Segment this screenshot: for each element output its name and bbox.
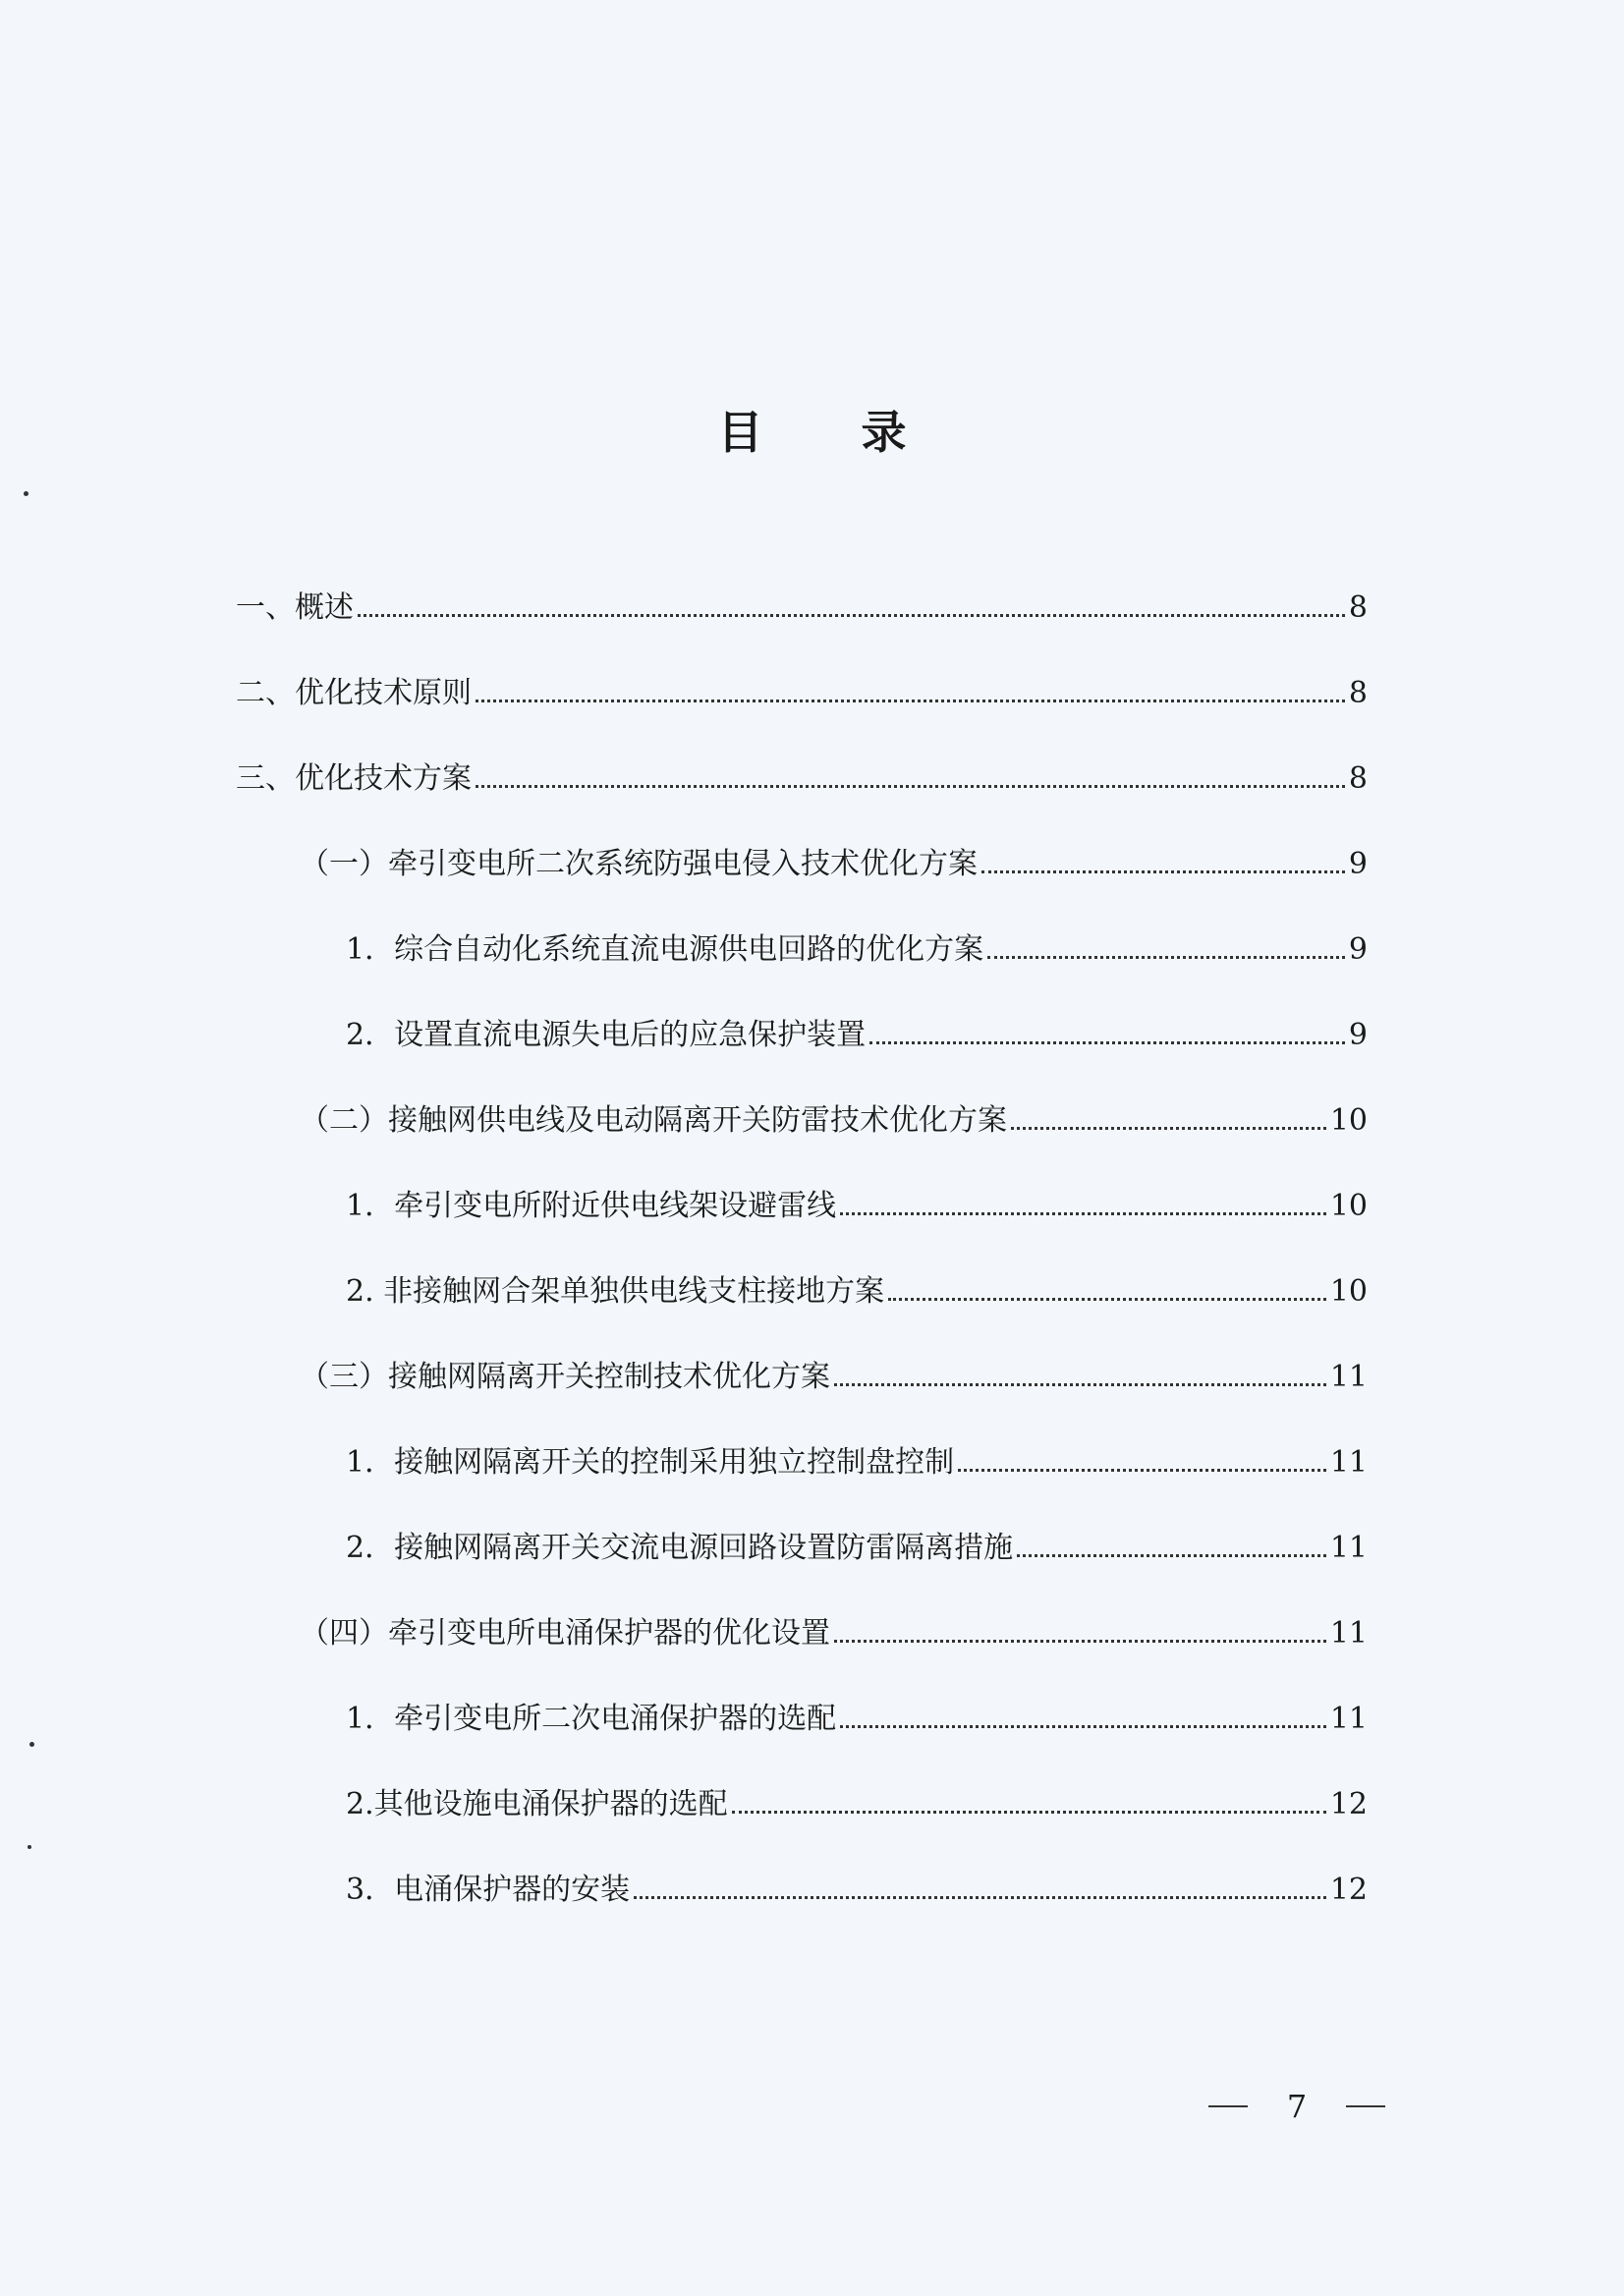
dot-leader — [1011, 1127, 1326, 1130]
toc-entry-page: 11 — [1329, 1360, 1368, 1394]
toc-entry-section-1-2[interactable] — [346, 1014, 1368, 1057]
dot-leader — [840, 1212, 1326, 1215]
toc-entry-section-2-1[interactable] — [346, 1185, 1368, 1228]
page-footer — [1208, 2085, 1385, 2128]
toc-entry-page: 12 — [1329, 1787, 1368, 1821]
toc-entry-label: （二）接触网供电线及电动隔离开关防雷技术优化方案 — [300, 1103, 1007, 1138]
footer-dash-left — [1208, 2105, 1248, 2107]
toc-entry-label: 1．接触网隔离开关的控制采用独立控制盘控制 — [346, 1445, 955, 1480]
toc-entry-page: 12 — [1329, 1873, 1368, 1907]
toc-entry-page: 8 — [1348, 761, 1368, 796]
dot-leader — [840, 1725, 1326, 1728]
toc-entry-page: 11 — [1329, 1531, 1368, 1565]
toc-entry-principles[interactable] — [236, 672, 1368, 715]
toc-entry-section-3[interactable] — [300, 1356, 1368, 1399]
toc-entry-page: 8 — [1348, 676, 1368, 710]
dot-leader — [834, 1383, 1326, 1386]
toc-entry-section-2[interactable] — [300, 1099, 1368, 1143]
toc-entry-overview[interactable] — [236, 587, 1368, 630]
toc-entry-label: （四）牵引变电所电涌保护器的优化设置 — [300, 1616, 830, 1651]
toc-entry-label: 1．综合自动化系统直流电源供电回路的优化方案 — [346, 932, 984, 967]
toc-entry-label: 2.其他设施电涌保护器的选配 — [346, 1787, 728, 1821]
dot-leader — [358, 614, 1345, 617]
toc-entry-schemes[interactable] — [236, 757, 1368, 801]
toc-entry-page: 9 — [1348, 847, 1368, 881]
toc-entry-page: 11 — [1329, 1445, 1368, 1480]
dot-leader — [634, 1896, 1326, 1899]
toc-entry-page: 8 — [1348, 590, 1368, 625]
toc-entry-section-3-1[interactable] — [346, 1441, 1368, 1484]
page-title: 目 录 — [717, 406, 948, 459]
scan-dot-mark — [28, 1845, 31, 1849]
dot-leader — [987, 956, 1345, 959]
toc-entry-label: 2. 非接触网合架单独供电线支柱接地方案 — [346, 1274, 885, 1309]
dot-leader — [958, 1469, 1326, 1472]
toc-entry-label: 1．牵引变电所附近供电线架设避雷线 — [346, 1189, 837, 1223]
toc-entry-section-4-1[interactable] — [346, 1698, 1368, 1741]
toc-entry-page: 11 — [1329, 1616, 1368, 1651]
toc-entry-label: 二、优化技术原则 — [236, 676, 472, 710]
dot-leader — [834, 1640, 1326, 1643]
dot-leader — [1017, 1554, 1326, 1557]
dot-leader — [476, 785, 1345, 788]
toc-entry-section-3-2[interactable] — [346, 1527, 1368, 1570]
toc-entry-section-1[interactable] — [300, 843, 1368, 886]
dot-leader — [732, 1811, 1326, 1814]
dot-leader — [476, 700, 1345, 702]
footer-page-number: 7 — [1286, 2088, 1308, 2125]
toc-entry-page: 10 — [1329, 1189, 1368, 1223]
toc-entry-page: 10 — [1329, 1103, 1368, 1138]
toc-entry-section-2-2[interactable] — [346, 1270, 1368, 1314]
toc-entry-label: 三、优化技术方案 — [236, 761, 472, 796]
toc-entry-label: 2．设置直流电源失电后的应急保护装置 — [346, 1018, 867, 1052]
toc-entry-label: （一）牵引变电所二次系统防强电侵入技术优化方案 — [300, 847, 978, 881]
toc-entry-label: 2．接触网隔离开关交流电源回路设置防雷隔离措施 — [346, 1531, 1014, 1565]
toc-entry-section-4-3[interactable] — [346, 1869, 1368, 1912]
toc-entry-label: 1．牵引变电所二次电涌保护器的选配 — [346, 1702, 837, 1736]
toc-entry-page: 11 — [1329, 1702, 1368, 1736]
toc-entry-page: 10 — [1329, 1274, 1368, 1309]
scan-dot-mark — [29, 1742, 34, 1747]
toc-entry-label: （三）接触网隔离开关控制技术优化方案 — [300, 1360, 830, 1394]
toc-entry-label: 一、概述 — [236, 590, 354, 625]
toc-entry-page: 9 — [1348, 1018, 1368, 1052]
toc-entry-label: 3．电涌保护器的安装 — [346, 1873, 631, 1907]
toc-entry-section-4-2[interactable] — [346, 1783, 1368, 1826]
footer-dash-right — [1346, 2105, 1385, 2107]
dot-leader — [869, 1041, 1345, 1044]
dot-leader — [981, 870, 1345, 873]
toc-entry-section-4[interactable] — [300, 1612, 1368, 1655]
dot-leader — [888, 1298, 1326, 1301]
scan-dot-mark — [24, 491, 28, 496]
toc-entry-section-1-1[interactable] — [346, 928, 1368, 972]
toc-entry-page: 9 — [1348, 932, 1368, 967]
